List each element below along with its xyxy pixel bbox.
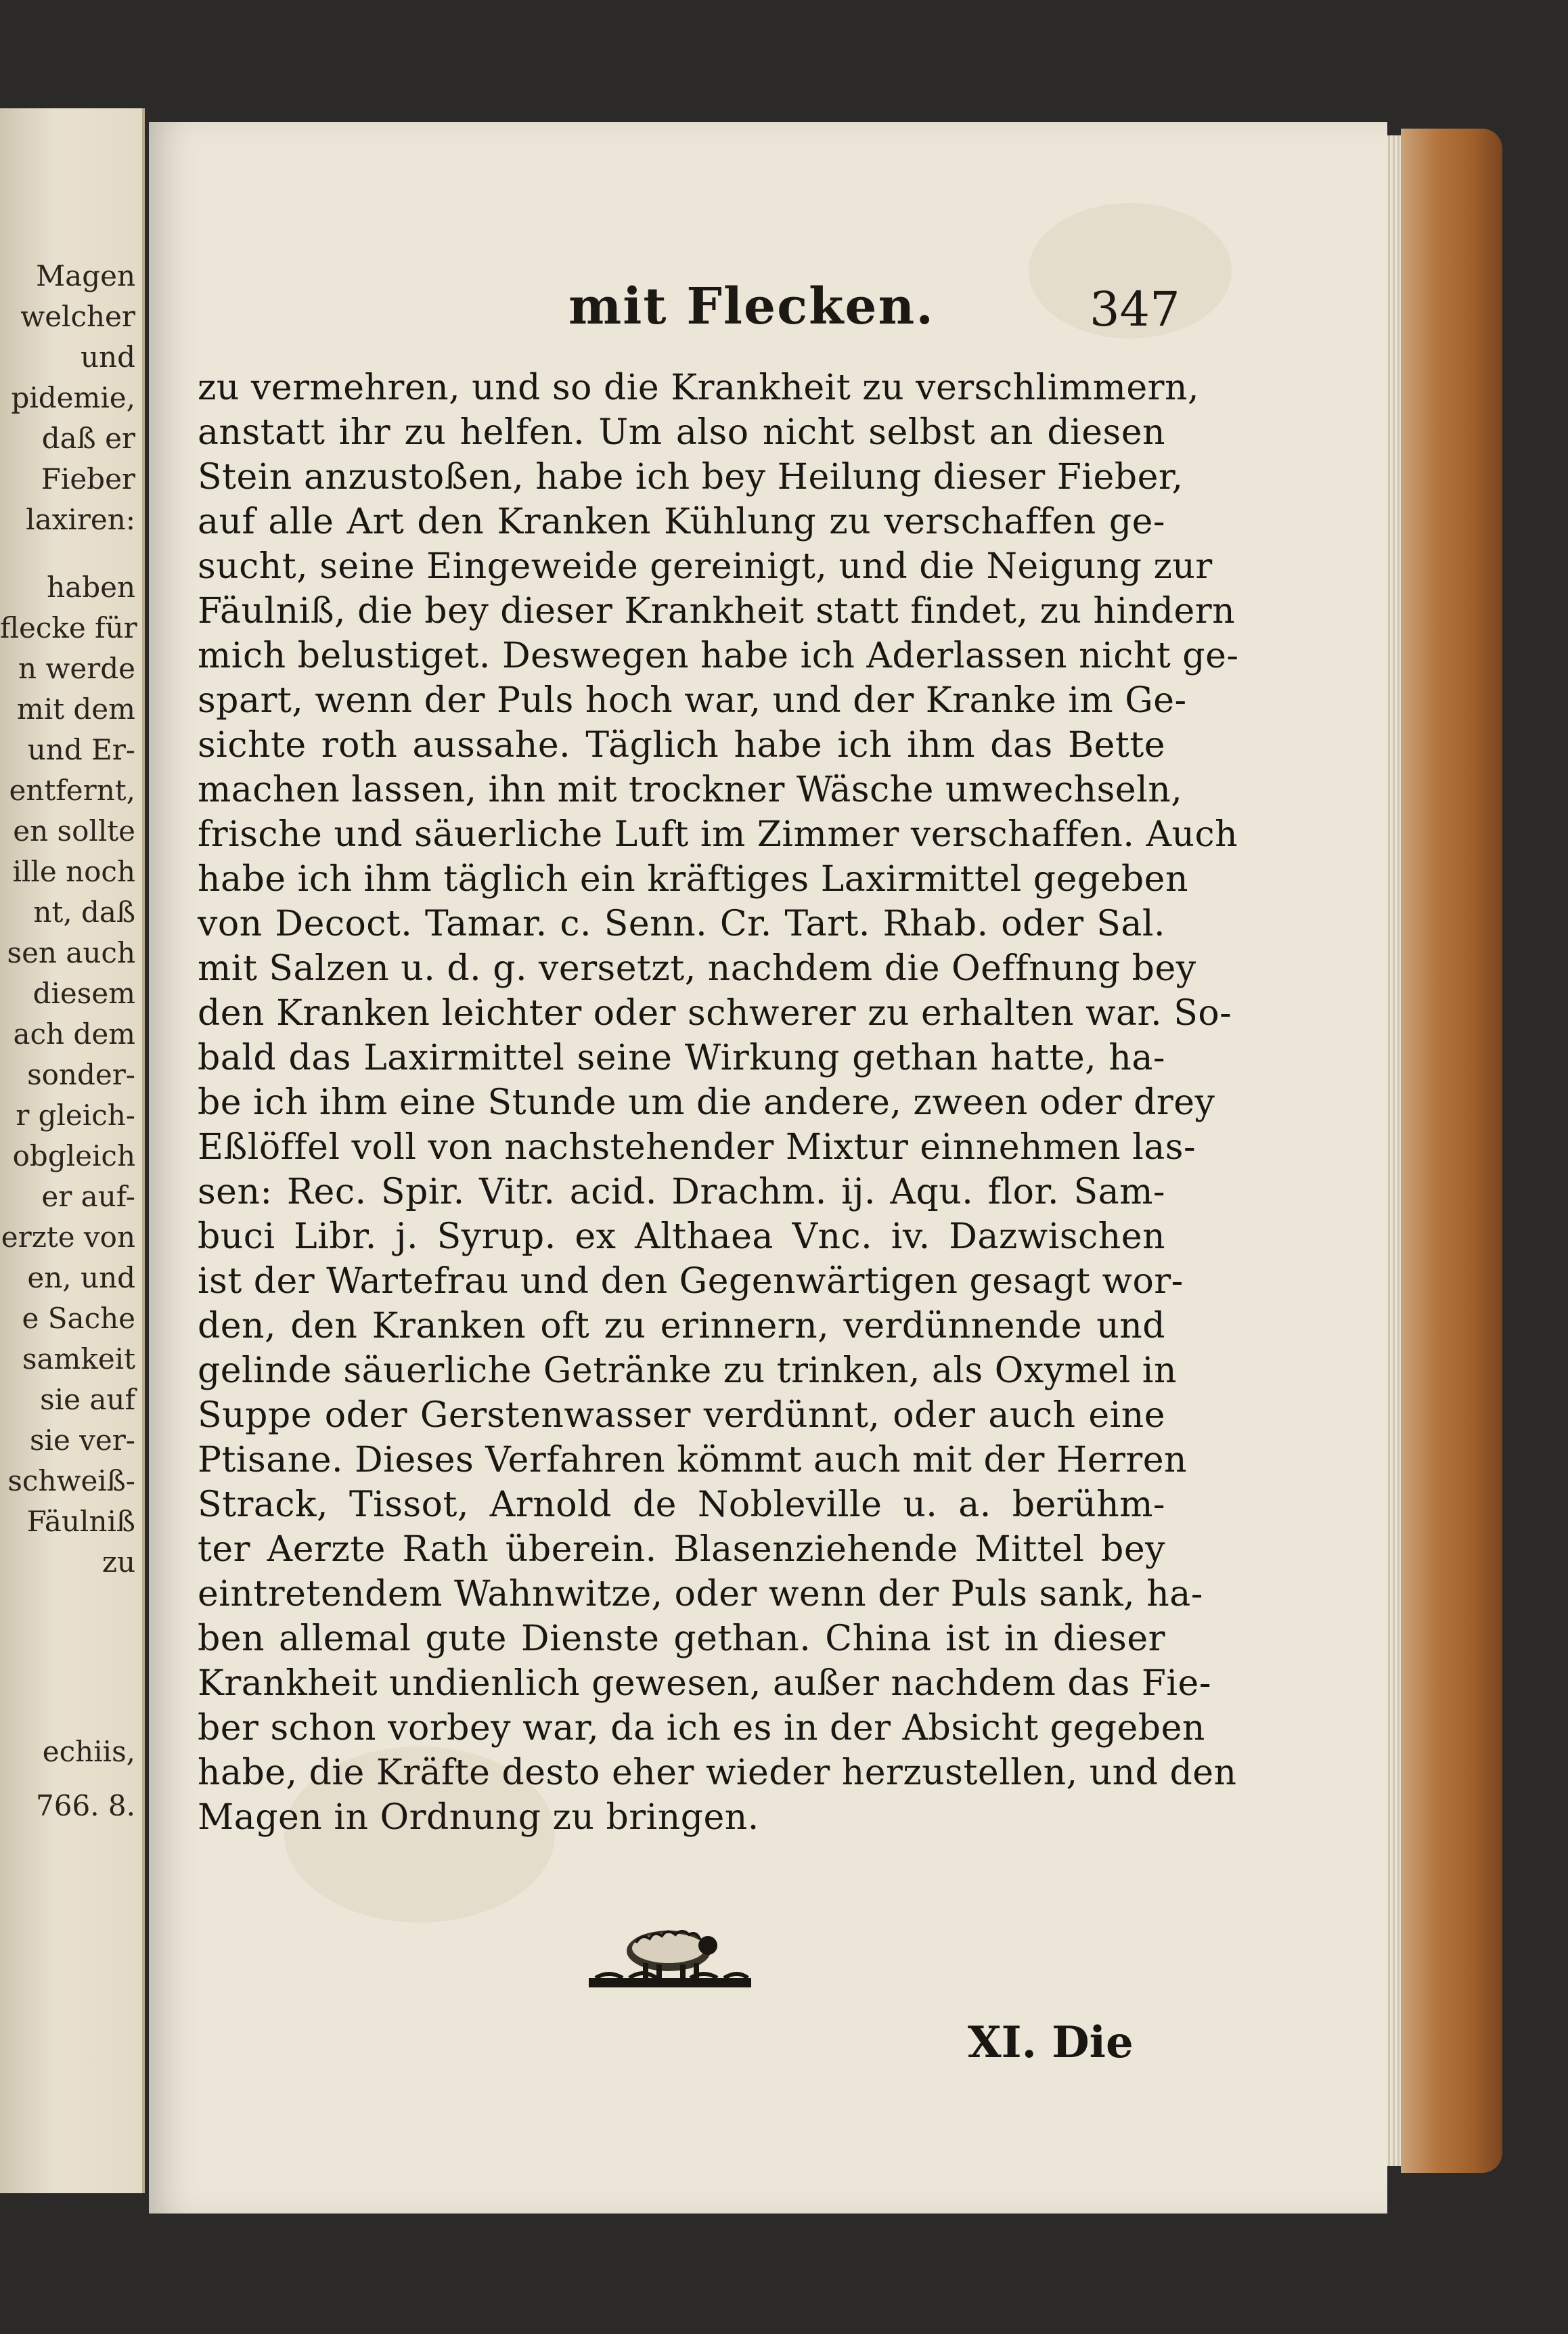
- facing-page-fragment: en, und: [27, 1261, 135, 1294]
- text-line: Fäulniß, die bey dieser Krankheit statt findet, zu hindern: [198, 591, 1236, 632]
- text-line: zu vermehren, und so die Krankheit zu verschlimmern,: [198, 368, 1199, 408]
- facing-page-fragment: Fäulniß: [26, 1505, 135, 1538]
- text-line: habe, die Kräfte desto eher wieder herzustellen, und den: [198, 1753, 1237, 1793]
- text-line: auf alle Art den Kranken Kühlung zu verschaffen ge-: [198, 502, 1165, 542]
- text-line: ter Aerzte Rath überein. Blasenziehende Mittel bey: [198, 1529, 1165, 1570]
- text-line: anstatt ihr zu helfen. Um also nicht selbst an diesen: [198, 412, 1165, 453]
- text-line: frische und säuerliche Luft im Zimmer verschaffen. Auch: [198, 814, 1238, 855]
- facing-page-fragment: schweiß-: [7, 1464, 135, 1497]
- facing-page-fragment: flecke für: [0, 611, 137, 644]
- facing-page-fragment: und Er-: [27, 733, 135, 766]
- facing-page-fragment: haben: [47, 571, 135, 604]
- text-line: machen lassen, ihn mit trockner Wäsche umwechseln,: [198, 770, 1183, 810]
- facing-page-fragment: nt, daß: [33, 896, 135, 929]
- text-line: be ich ihm eine Stunde um die andere, zween oder drey: [198, 1082, 1215, 1123]
- facing-page-fragment: er auf-: [41, 1180, 135, 1213]
- text-line: Strack, Tissot, Arnold de Nobleville u. a. berühm-: [198, 1484, 1165, 1525]
- facing-page-fragment: entfernt,: [9, 774, 135, 807]
- facing-page-fragment: welcher: [20, 300, 135, 333]
- text-line: mit Salzen u. d. g. versetzt, nachdem die Oeffnung bey: [198, 948, 1196, 989]
- text-line: von Decoct. Tamar. c. Senn. Cr. Tart. Rhab. oder Sal.: [198, 904, 1165, 944]
- facing-page-fragment: sie ver-: [29, 1424, 135, 1457]
- text-line: ber schon vorbey war, da ich es in der Absicht gegeben: [198, 1708, 1205, 1748]
- facing-page-fragment: sen auch: [7, 936, 135, 969]
- sheep-vignette-icon: [589, 1916, 751, 1990]
- facing-page-fragment: erzte von: [1, 1220, 135, 1254]
- facing-page-fragment: e Sache: [22, 1302, 135, 1335]
- facing-page-fragment: pidemie,: [11, 381, 135, 414]
- book-page: [149, 122, 1387, 2214]
- facing-page-edge: [0, 108, 145, 2193]
- facing-page-fragment: en sollte: [13, 814, 135, 847]
- page-header: [149, 278, 1387, 366]
- text-line: den Kranken leichter oder schwerer zu erhalten war. So-: [198, 993, 1232, 1034]
- text-line: den, den Kranken oft zu erinnern, verdünnende und: [198, 1306, 1165, 1346]
- facing-page-fragment: Magen: [36, 259, 135, 292]
- facing-page-fragment: Fieber: [41, 462, 135, 496]
- facing-page-fragment: r gleich-: [16, 1099, 135, 1132]
- facing-page-fragment: zu: [102, 1545, 135, 1579]
- running-head: mit Flecken.: [568, 278, 935, 336]
- text-line: Krankheit undienlich gewesen, außer nachdem das Fie-: [198, 1663, 1211, 1704]
- text-line: gelinde säuerliche Getränke zu trinken, als Oxymel in: [198, 1350, 1177, 1391]
- catchword: XI. Die: [968, 2017, 1134, 2068]
- facing-page-fragment: sonder-: [27, 1058, 135, 1091]
- facing-page-fragment: echiis,: [42, 1735, 135, 1768]
- text-line: buci Libr. j. Syrup. ex Althaea Vnc. iv. Dazwischen: [198, 1216, 1165, 1257]
- book-cover-edge: [1401, 129, 1502, 2173]
- facing-page-fragment: ille noch: [12, 855, 135, 888]
- facing-page-fragment: ach dem: [13, 1017, 135, 1051]
- text-line: Suppe oder Gerstenwasser verdünnt, oder auch eine: [198, 1395, 1165, 1436]
- text-line: Magen in Ordnung zu bringen.: [198, 1797, 759, 1838]
- text-line: eintretendem Wahnwitze, oder wenn der Puls sank, ha-: [198, 1574, 1203, 1614]
- facing-page-fragment: diesem: [32, 977, 135, 1010]
- text-line: sichte roth aussahe. Täglich habe ich ihm das Bette: [198, 725, 1165, 766]
- text-line: Ptisane. Dieses Verfahren kömmt auch mit der Herren: [198, 1440, 1187, 1480]
- body-text: [198, 366, 1239, 1840]
- page-number: 347: [1090, 282, 1180, 337]
- text-line: ben allemal gute Dienste gethan. China ist in dieser: [198, 1619, 1165, 1659]
- facing-page-fragment: laxiren:: [26, 503, 135, 536]
- text-line: sucht, seine Eingeweide gereinigt, und die Neigung zur: [198, 546, 1213, 587]
- text-line: spart, wenn der Puls hoch war, und der Kranke im Ge-: [198, 680, 1187, 721]
- facing-page-fragment: n werde: [18, 652, 135, 685]
- facing-page-fragment: mit dem: [16, 692, 135, 726]
- text-line: habe ich ihm täglich ein kräftiges Laxirmittel gegeben: [198, 859, 1188, 900]
- text-line: mich belustiget. Deswegen habe ich Aderlassen nicht ge-: [198, 636, 1239, 676]
- facing-page-fragment: samkeit: [22, 1342, 135, 1375]
- facing-page-fragment: obgleich: [12, 1139, 135, 1172]
- text-line: ist der Wartefrau und den Gegenwärtigen gesagt wor-: [198, 1261, 1184, 1302]
- facing-page-fragment: und: [81, 340, 135, 374]
- facing-page-fragment: daß er: [41, 422, 135, 455]
- text-line: Stein anzustoßen, habe ich bey Heilung dieser Fieber,: [198, 457, 1184, 498]
- facing-page-fragment: sie auf: [40, 1383, 135, 1416]
- text-line: bald das Laxirmittel seine Wirkung gethan hatte, ha-: [198, 1038, 1165, 1078]
- text-line: sen: Rec. Spir. Vitr. acid. Drachm. ij. Aqu. flor. Sam-: [198, 1172, 1165, 1212]
- text-line: Eßlöffel voll von nachstehender Mixtur einnehmen las-: [198, 1127, 1196, 1168]
- facing-page-fragment: 766. 8.: [36, 1789, 135, 1822]
